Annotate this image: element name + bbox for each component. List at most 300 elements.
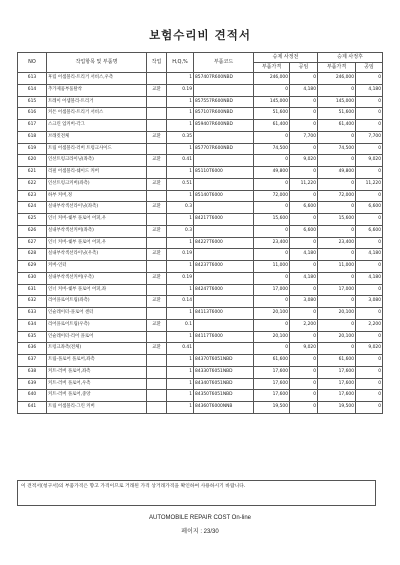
row-labor-before: 0 xyxy=(290,96,318,108)
table-row xyxy=(18,366,383,378)
row-labor-after: 0 xyxy=(356,143,383,155)
row-labor-before: 0 xyxy=(290,331,318,343)
table-row xyxy=(18,296,383,308)
row-labor-after: 0 xyxy=(356,366,383,378)
page-title: 보험수리비 견적서 xyxy=(149,28,251,42)
row-part-code: 84330T6051NBD xyxy=(194,366,254,378)
row-labor-after: 0 xyxy=(356,237,383,249)
row-parts-price-after: 72,000 xyxy=(318,190,356,202)
row-parts-price-before: 0 xyxy=(254,249,290,261)
row-labor-before: 0 xyxy=(290,108,318,120)
row-no: 627 xyxy=(18,237,47,249)
row-part-code xyxy=(194,155,254,167)
row-work xyxy=(147,214,167,226)
row-part-code: 84113T6000 xyxy=(194,308,254,320)
row-item: 인너 커버-쉐부 플로어 어퍼,우 xyxy=(47,237,147,249)
row-work: 교환 xyxy=(147,131,167,143)
row-hq: 0.41 xyxy=(167,343,194,355)
row-parts-price-after: 23,400 xyxy=(318,237,356,249)
row-parts-price-before: 17,600 xyxy=(254,390,290,402)
row-parts-price-before: 15,600 xyxy=(254,214,290,226)
row-parts-price-after: 61,400 xyxy=(318,120,356,132)
row-no: 624 xyxy=(18,202,47,214)
page-number: 페이지 : 23/30 xyxy=(181,529,219,535)
row-parts-price-before: 0 xyxy=(254,202,290,214)
table-row xyxy=(18,155,383,167)
row-part-code: 857707R600NBD xyxy=(194,143,254,155)
row-parts-price-before: 0 xyxy=(254,178,290,190)
row-parts-price-after: 0 xyxy=(318,202,356,214)
row-part-code xyxy=(194,84,254,96)
table-row xyxy=(18,319,383,331)
table-row xyxy=(18,214,383,226)
row-work xyxy=(147,284,167,296)
row-hq: 1 xyxy=(167,355,194,367)
table-row xyxy=(18,225,383,237)
row-parts-price-after: 17,600 xyxy=(318,378,356,390)
row-parts-price-after: 74,500 xyxy=(318,143,356,155)
row-labor-after: 3,080 xyxy=(356,296,383,308)
row-parts-price-before: 51,600 xyxy=(254,108,290,120)
estimate-table xyxy=(17,52,383,414)
row-part-code: 84117T6000 xyxy=(194,331,254,343)
row-labor-after: 4,180 xyxy=(356,272,383,284)
table-row xyxy=(18,120,383,132)
row-labor-after: 0 xyxy=(356,284,383,296)
row-no: 629 xyxy=(18,261,47,273)
table-row xyxy=(18,167,383,179)
table-row xyxy=(18,84,383,96)
row-labor-before: 0 xyxy=(290,308,318,320)
row-labor-after: 0 xyxy=(356,402,383,414)
row-item: 인슐레이터-플로어 센터 xyxy=(47,308,147,320)
row-labor-after: 7,700 xyxy=(356,131,383,143)
row-item: 후립 어셈블리-트리거 서비스,우측 xyxy=(47,73,147,85)
row-no: 616 xyxy=(18,108,47,120)
row-item: 리필 어셈블리-쉐이드 커버 xyxy=(47,167,147,179)
row-part-code: 84370T6051NBD xyxy=(194,355,254,367)
row-hq: 0.35 xyxy=(167,131,194,143)
row-labor-after: 4,180 xyxy=(356,84,383,96)
table-row xyxy=(18,308,383,320)
row-hq: 1 xyxy=(167,378,194,390)
row-labor-after: 9,020 xyxy=(356,343,383,355)
row-labor-before: 0 xyxy=(290,284,318,296)
row-item: 트림-플로어 플로어,좌측 xyxy=(47,355,147,367)
row-no: 641 xyxy=(18,402,47,414)
row-no: 613 xyxy=(18,73,47,85)
row-labor-before: 2,200 xyxy=(290,319,318,331)
row-hq: 0.51 xyxy=(167,178,194,190)
row-hq: 1 xyxy=(167,120,194,132)
row-parts-price-before: 19,500 xyxy=(254,402,290,414)
row-parts-price-after: 61,600 xyxy=(318,355,356,367)
row-work xyxy=(147,237,167,249)
row-labor-before: 4,180 xyxy=(290,272,318,284)
row-no: 639 xyxy=(18,378,47,390)
table-row xyxy=(18,390,383,402)
row-parts-price-after: 17,600 xyxy=(318,366,356,378)
row-hq: 1 xyxy=(167,167,194,179)
row-item: 리어플로어트림(우측) xyxy=(47,319,147,331)
row-work: 교환 xyxy=(147,343,167,355)
table-row xyxy=(18,331,383,343)
row-work xyxy=(147,167,167,179)
row-parts-price-before: 0 xyxy=(254,319,290,331)
row-labor-before: 9,020 xyxy=(290,343,318,355)
row-work xyxy=(147,355,167,367)
row-labor-after: 6,600 xyxy=(356,225,383,237)
row-no: 634 xyxy=(18,319,47,331)
row-parts-price-before: 0 xyxy=(254,225,290,237)
row-parts-price-before: 23,400 xyxy=(254,237,290,249)
row-parts-price-after: 19,500 xyxy=(318,402,356,414)
row-labor-after: 9,020 xyxy=(356,155,383,167)
header-item: 작업항목 및 부품명 xyxy=(47,53,147,73)
row-hq: 0.19 xyxy=(167,84,194,96)
row-item: 리어플로어트림(좌측) xyxy=(47,296,147,308)
table-body xyxy=(18,73,383,414)
row-no: 636 xyxy=(18,343,47,355)
row-no: 630 xyxy=(18,272,47,284)
row-work: 교환 xyxy=(147,202,167,214)
row-part-code: 85110T6000 xyxy=(194,167,254,179)
row-work xyxy=(147,143,167,155)
row-hq: 1 xyxy=(167,108,194,120)
row-part-code: 859407R600NBD xyxy=(194,120,254,132)
row-parts-price-after: 0 xyxy=(318,178,356,190)
row-labor-after: 0 xyxy=(356,108,383,120)
row-work xyxy=(147,108,167,120)
row-parts-price-before: 72,000 xyxy=(254,190,290,202)
row-labor-before: 0 xyxy=(290,237,318,249)
row-hq: 1 xyxy=(167,214,194,226)
row-parts-price-before: 246,000 xyxy=(254,73,290,85)
row-hq: 1 xyxy=(167,331,194,343)
row-parts-price-after: 0 xyxy=(318,131,356,143)
row-labor-after: 0 xyxy=(356,261,383,273)
header-part-code: 부품코드 xyxy=(194,53,254,73)
row-labor-after: 2,200 xyxy=(356,319,383,331)
row-no: 623 xyxy=(18,190,47,202)
row-labor-before: 0 xyxy=(290,143,318,155)
row-hq: 1 xyxy=(167,237,194,249)
row-no: 620 xyxy=(18,155,47,167)
row-no: 628 xyxy=(18,249,47,261)
row-labor-after: 0 xyxy=(356,378,383,390)
row-labor-after: 0 xyxy=(356,96,383,108)
row-item: 실내부착섹션커버(우측) xyxy=(47,272,147,284)
table-row xyxy=(18,355,383,367)
row-part-code xyxy=(194,131,254,143)
row-item: 커튼 어셈블리-트리거 서비스 xyxy=(47,108,147,120)
header-hq: H,Q,% xyxy=(167,53,194,73)
table-row xyxy=(18,96,383,108)
row-parts-price-before: 0 xyxy=(254,343,290,355)
row-part-code: 85140T6000 xyxy=(194,190,254,202)
header-labor-before: 공임 xyxy=(290,63,318,73)
header-no: NO xyxy=(18,53,47,73)
header-parts-price-before: 부품가격 xyxy=(254,63,290,73)
row-item: 추가제품부품탈착 xyxy=(47,84,147,96)
row-work: 교환 xyxy=(147,84,167,96)
row-parts-price-before: 61,400 xyxy=(254,120,290,132)
row-part-code xyxy=(194,319,254,331)
row-parts-price-before: 0 xyxy=(254,155,290,167)
row-parts-price-before: 49,800 xyxy=(254,167,290,179)
row-hq: 1 xyxy=(167,390,194,402)
row-item: 실내부착섹션라이닝(우측) xyxy=(47,249,147,261)
row-labor-before: 6,600 xyxy=(290,225,318,237)
row-work xyxy=(147,366,167,378)
row-hq: 0.3 xyxy=(167,225,194,237)
row-item: 실내부착섹션라이닝(좌측) xyxy=(47,202,147,214)
row-work xyxy=(147,308,167,320)
row-parts-price-before: 20,100 xyxy=(254,331,290,343)
row-part-code: 84247T6000 xyxy=(194,284,254,296)
row-item: 트림 어셈블리-그린 커버 xyxy=(47,402,147,414)
row-labor-before: 9,020 xyxy=(290,155,318,167)
row-labor-before: 0 xyxy=(290,214,318,226)
row-parts-price-after: 11,000 xyxy=(318,261,356,273)
row-no: 614 xyxy=(18,84,47,96)
row-no: 615 xyxy=(18,96,47,108)
row-hq: 1 xyxy=(167,261,194,273)
row-part-code: 84340T6051NBD xyxy=(194,378,254,390)
row-work xyxy=(147,190,167,202)
row-work: 교환 xyxy=(147,225,167,237)
row-item: 하부 커버,정 xyxy=(47,190,147,202)
row-parts-price-after: 0 xyxy=(318,249,356,261)
row-labor-before: 11,220 xyxy=(290,178,318,190)
row-parts-price-after: 17,000 xyxy=(318,284,356,296)
row-work xyxy=(147,331,167,343)
row-no: 637 xyxy=(18,355,47,367)
row-parts-price-after: 246,000 xyxy=(318,73,356,85)
table-row xyxy=(18,237,383,249)
row-labor-after: 0 xyxy=(356,167,383,179)
row-work: 교환 xyxy=(147,178,167,190)
row-parts-price-before: 0 xyxy=(254,272,290,284)
row-labor-after: 0 xyxy=(356,190,383,202)
row-item: 브래킷전체 xyxy=(47,131,147,143)
table-row xyxy=(18,73,383,85)
row-no: 618 xyxy=(18,131,47,143)
row-work xyxy=(147,378,167,390)
row-work: 교환 xyxy=(147,249,167,261)
row-labor-before: 0 xyxy=(290,366,318,378)
row-item: 커트-러버 플로어,좌측 xyxy=(47,366,147,378)
row-labor-before: 0 xyxy=(290,73,318,85)
row-labor-before: 0 xyxy=(290,190,318,202)
row-item: 커트-러버 플로어,중앙 xyxy=(47,390,147,402)
row-work: 교환 xyxy=(147,319,167,331)
row-part-code xyxy=(194,296,254,308)
row-item: 트렁크좌측(전체) xyxy=(47,343,147,355)
row-parts-price-before: 17,600 xyxy=(254,378,290,390)
row-item: 커트-러버 플로어,우측 xyxy=(47,378,147,390)
row-parts-price-before: 20,100 xyxy=(254,308,290,320)
table-row xyxy=(18,190,383,202)
row-item: 인선트렁크커버(좌측) xyxy=(47,178,147,190)
table-row xyxy=(18,143,383,155)
row-item: 인너 커버-쉐부 플로어 어퍼,좌 xyxy=(47,284,147,296)
row-item: 트림 어셈블리-러버 트렁크사이드 xyxy=(47,143,147,155)
row-work: 교환 xyxy=(147,272,167,284)
header-work: 작업 xyxy=(147,53,167,73)
row-parts-price-after: 17,600 xyxy=(318,390,356,402)
header-labor-after: 공임 xyxy=(356,63,383,73)
row-labor-before: 4,180 xyxy=(290,84,318,96)
row-hq: 0.19 xyxy=(167,249,194,261)
row-no: 625 xyxy=(18,214,47,226)
row-part-code: 84217T6000 xyxy=(194,214,254,226)
row-parts-price-after: 20,100 xyxy=(318,331,356,343)
row-labor-after: 0 xyxy=(356,308,383,320)
row-item: 스크린 업커버-각그 xyxy=(47,120,147,132)
row-work xyxy=(147,402,167,414)
table-row xyxy=(18,178,383,190)
row-labor-before: 0 xyxy=(290,167,318,179)
row-parts-price-after: 0 xyxy=(318,296,356,308)
row-part-code: 84227T6000 xyxy=(194,237,254,249)
row-parts-price-after: 51,600 xyxy=(318,108,356,120)
row-no: 635 xyxy=(18,331,47,343)
row-part-code: 84350T6051NBD xyxy=(194,390,254,402)
row-labor-after: 0 xyxy=(356,214,383,226)
row-labor-before: 4,180 xyxy=(290,249,318,261)
row-labor-after: 0 xyxy=(356,390,383,402)
row-work xyxy=(147,120,167,132)
row-part-code xyxy=(194,202,254,214)
row-no: 638 xyxy=(18,366,47,378)
row-labor-after: 4,180 xyxy=(356,249,383,261)
row-part-code: 84360T6000NNB xyxy=(194,402,254,414)
row-item: 인슐레이터-리어 플로어 xyxy=(47,331,147,343)
row-parts-price-before: 0 xyxy=(254,84,290,96)
row-hq: 0.1 xyxy=(167,319,194,331)
row-hq: 1 xyxy=(167,96,194,108)
row-item: 인너 커버-쉐부 플로어 어퍼,우 xyxy=(47,214,147,226)
row-parts-price-before: 11,000 xyxy=(254,261,290,273)
row-hq: 1 xyxy=(167,284,194,296)
table-row xyxy=(18,261,383,273)
row-part-code: 857407R600NBD xyxy=(194,73,254,85)
row-labor-before: 7,700 xyxy=(290,131,318,143)
header-row-1 xyxy=(18,53,383,63)
row-labor-after: 11,220 xyxy=(356,178,383,190)
row-hq: 0.41 xyxy=(167,155,194,167)
row-labor-before: 0 xyxy=(290,390,318,402)
row-item: 트레이 어셈블리-트리거 xyxy=(47,96,147,108)
footer-title: AUTOMOBILE REPAIR COST On-line xyxy=(148,515,252,521)
row-labor-after: 0 xyxy=(356,73,383,85)
row-part-code: 857107R600NBD xyxy=(194,108,254,120)
table-row xyxy=(18,343,383,355)
row-hq: 1 xyxy=(167,308,194,320)
row-no: 622 xyxy=(18,178,47,190)
row-hq: 0.14 xyxy=(167,296,194,308)
row-parts-price-after: 0 xyxy=(318,272,356,284)
row-work xyxy=(147,96,167,108)
row-item: 실내부착섹션커버(좌측) xyxy=(47,225,147,237)
row-hq: 0.3 xyxy=(167,202,194,214)
disclaimer-note: 이 견적서(청구서)의 부품가격은 향고 가격이므로 거래된 가격 상거래가격을 확인하여 사용하시기 바랍니다. xyxy=(17,480,376,506)
table-row xyxy=(18,402,383,414)
row-no: 626 xyxy=(18,225,47,237)
row-no: 631 xyxy=(18,284,47,296)
row-part-code xyxy=(194,225,254,237)
row-parts-price-after: 20,100 xyxy=(318,308,356,320)
row-hq: 1 xyxy=(167,73,194,85)
row-work: 교환 xyxy=(147,155,167,167)
row-no: 617 xyxy=(18,120,47,132)
row-parts-price-after: 0 xyxy=(318,84,356,96)
row-no: 632 xyxy=(18,296,47,308)
row-parts-price-before: 17,000 xyxy=(254,284,290,296)
row-part-code: 857557R600NBD xyxy=(194,96,254,108)
row-no: 621 xyxy=(18,167,47,179)
row-work xyxy=(147,261,167,273)
row-part-code xyxy=(194,249,254,261)
row-part-code xyxy=(194,343,254,355)
row-labor-after: 6,600 xyxy=(356,202,383,214)
row-parts-price-after: 49,800 xyxy=(318,167,356,179)
row-no: 640 xyxy=(18,390,47,402)
row-parts-price-after: 145,000 xyxy=(318,96,356,108)
row-work: 교환 xyxy=(147,296,167,308)
row-parts-price-after: 0 xyxy=(318,155,356,167)
header-after-assessment: 승제 사정후 xyxy=(318,53,383,63)
row-item: 인선트렁크라이닝(좌측) xyxy=(47,155,147,167)
row-parts-price-before: 145,000 xyxy=(254,96,290,108)
row-labor-after: 0 xyxy=(356,331,383,343)
row-labor-before: 0 xyxy=(290,402,318,414)
row-parts-price-before: 74,500 xyxy=(254,143,290,155)
row-labor-before: 0 xyxy=(290,120,318,132)
row-no: 633 xyxy=(18,308,47,320)
row-hq: 1 xyxy=(167,366,194,378)
row-parts-price-after: 15,600 xyxy=(318,214,356,226)
row-hq: 1 xyxy=(167,190,194,202)
row-parts-price-before: 0 xyxy=(254,296,290,308)
row-parts-price-before: 61,600 xyxy=(254,355,290,367)
row-hq: 0.19 xyxy=(167,272,194,284)
row-labor-before: 0 xyxy=(290,355,318,367)
row-labor-before: 0 xyxy=(290,378,318,390)
row-parts-price-after: 0 xyxy=(318,343,356,355)
row-parts-price-after: 0 xyxy=(318,319,356,331)
row-part-code xyxy=(194,178,254,190)
row-parts-price-before: 17,600 xyxy=(254,366,290,378)
row-hq: 1 xyxy=(167,402,194,414)
table-row xyxy=(18,131,383,143)
table-row xyxy=(18,202,383,214)
header-parts-price-after: 부품가격 xyxy=(318,63,356,73)
row-parts-price-after: 0 xyxy=(318,225,356,237)
row-labor-before: 3,080 xyxy=(290,296,318,308)
header-before-assessment: 승제 사정전 xyxy=(254,53,318,63)
table-row xyxy=(18,378,383,390)
row-part-code: 84237T6000 xyxy=(194,261,254,273)
table-row xyxy=(18,272,383,284)
row-parts-price-before: 0 xyxy=(254,131,290,143)
table-row xyxy=(18,108,383,120)
row-part-code xyxy=(194,272,254,284)
row-no: 619 xyxy=(18,143,47,155)
table-row xyxy=(18,284,383,296)
table-row xyxy=(18,249,383,261)
